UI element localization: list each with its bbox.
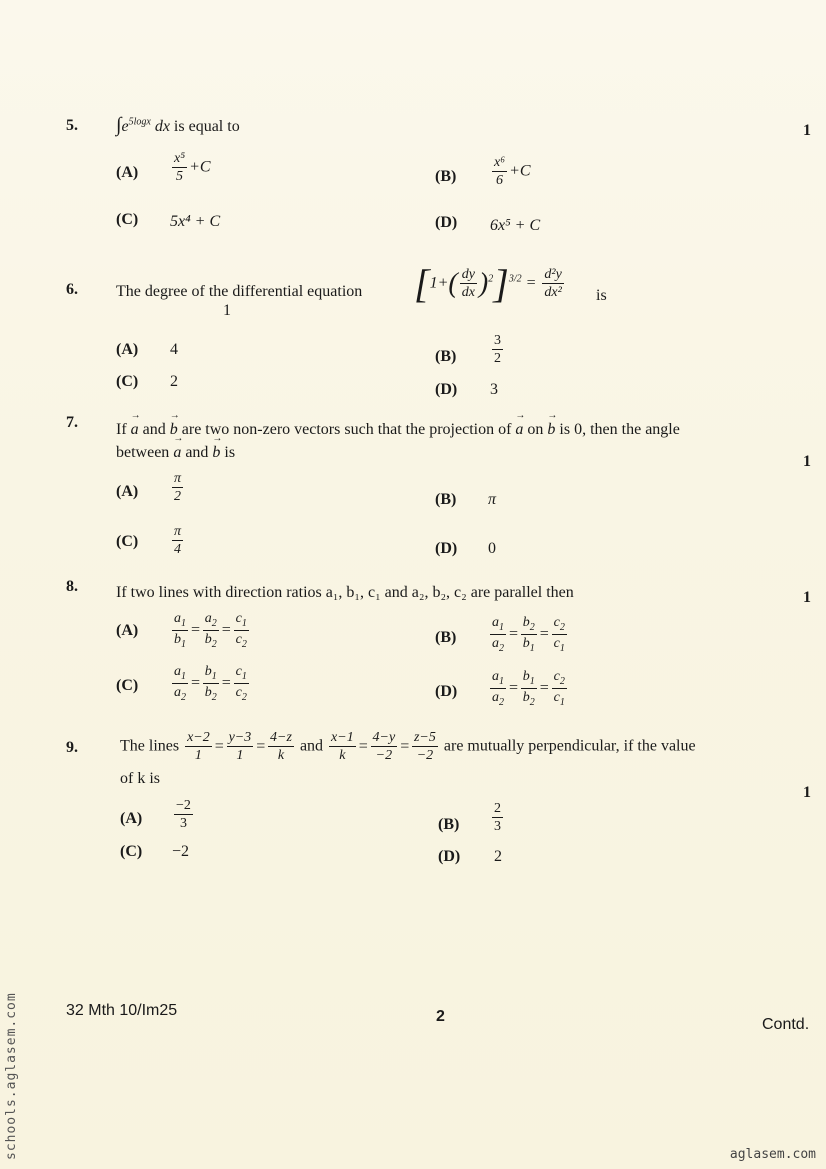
q5-option-a-label: (A)	[116, 164, 139, 181]
q7-option-d-label: (D)	[435, 540, 458, 557]
q7-t4: on	[527, 421, 544, 438]
question-7-line-2	[116, 444, 235, 462]
q9-option-b-label: (B)	[438, 816, 460, 833]
vector-b: → b	[170, 421, 178, 439]
q7-option-d-value: 0	[488, 540, 496, 557]
q9-a-num: −2	[176, 798, 191, 813]
question-9-mark: 1	[803, 784, 811, 801]
q9-b-num: 2	[494, 801, 501, 816]
q9-option-d-value: 2	[494, 848, 502, 865]
q5-option-b-value	[490, 156, 531, 188]
q6-option-a-label: (A)	[116, 341, 139, 358]
q6-b-num: 3	[494, 333, 501, 348]
q7-a-den: 2	[174, 489, 181, 504]
q8-option-d-value: $\frac{a_1}{a_2}$ = $\frac{b_1}{b_2}$ = $\frac{c_2}{c_1}$	[492, 669, 565, 708]
q8-option-a-label: (A)	[116, 622, 139, 639]
q8-option-a-value: $\frac{a_1}{b_1}$ = $\frac{a_2}{b_2}$ = $\frac{c_1}{c_2}$	[174, 611, 247, 650]
question-9-line-2: of k is	[120, 770, 160, 787]
question-8-mark: 1	[803, 589, 811, 606]
q7-option-b-value: π	[488, 491, 497, 508]
vector-a: → a	[131, 421, 139, 439]
q9-option-a-value	[172, 799, 195, 831]
q6-option-d-label: (D)	[435, 381, 458, 398]
question-5-number: 5.	[66, 117, 78, 134]
q6-option-c-label: (C)	[116, 373, 139, 390]
question-9-line-1: The lines $\frac{x-2}{1}$ = $\frac{y-3}{1}$ = $\frac{4-z}{k}$ and $\frac{x-1}{k}$ = $\frac{4-y}{-2}$ = $\frac{z-5}{-2}$ are mutually perpendicular, if the value	[120, 730, 696, 763]
q8-option-c-label: (C)	[116, 677, 139, 694]
q9-t3: are mutually perpendicular, if the value	[443, 737, 696, 755]
q5-option-d-value: 6x⁵ + C	[490, 217, 541, 234]
question-8-number: 8.	[66, 578, 78, 595]
q8-option-b-value: $\frac{a_1}{a_2}$ = $\frac{b_2}{b_1}$ = $\frac{c_2}{c_1}$	[492, 615, 565, 654]
q7-t5: is 0, then the angle	[559, 421, 680, 438]
question-6-below-mark: 1	[223, 302, 231, 319]
paper-code: 32 Mth 10/Im25	[66, 1002, 178, 1019]
q5-a-den: 5	[176, 169, 184, 184]
question-6-number: 6.	[66, 281, 78, 298]
vector-a: → a	[173, 444, 181, 462]
q9-option-b-value	[490, 802, 505, 834]
q9-t2: and	[299, 737, 324, 755]
page-number: 2	[436, 1008, 445, 1025]
q7-a-num: π	[174, 471, 182, 486]
question-5-mark: 1	[803, 122, 811, 139]
q7-c-den: 4	[174, 542, 181, 557]
q9-option-c-value: −2	[172, 843, 190, 860]
q5-b-tail: +C	[509, 162, 531, 180]
q5-option-a-value	[170, 152, 211, 184]
q7-option-a-value	[170, 472, 185, 504]
watermark-left: schools.aglasem.com	[4, 992, 19, 1160]
q7-option-a-label: (A)	[116, 483, 139, 500]
watermark-right: aglasem.com	[729, 1147, 816, 1162]
q9-option-d-label: (D)	[438, 848, 461, 865]
q6-option-d-value: 3	[490, 381, 498, 398]
q7-c-num: π	[174, 524, 182, 539]
question-7-line-1	[116, 421, 680, 439]
q5-a-tail: +C	[189, 158, 211, 176]
continued-label: Contd.	[762, 1016, 810, 1033]
q6-option-a-value: 4	[170, 341, 178, 358]
q9-b-den: 3	[494, 819, 501, 834]
q8-option-d-label: (D)	[435, 683, 458, 700]
q6-option-b-label: (B)	[435, 348, 457, 365]
vector-a: → a	[515, 421, 523, 439]
q6-b-den: 2	[494, 351, 501, 366]
q9-option-a-label: (A)	[120, 810, 143, 827]
question-6-equation: [1+( $\frac{dy}{dx}$ )$^2$]$^{3/2}$ = $\frac{\text{d²y}}{\text{dx²}}$	[414, 261, 562, 306]
vector-b: → b	[547, 421, 555, 439]
q7-option-c-label: (C)	[116, 533, 139, 550]
question-6-tail: is	[596, 287, 607, 304]
question-5-text: $\int e^{5logx}$ dx is equal to	[116, 114, 240, 136]
question-7-mark: 1	[803, 453, 811, 470]
q9-t1: The lines	[120, 737, 180, 755]
q7-line2b: and	[185, 444, 209, 461]
q7-t3: are two non-zero vectors such that the projection of	[181, 421, 512, 438]
q6-option-c-value: 2	[170, 373, 178, 390]
q5-option-c-label: (C)	[116, 211, 139, 228]
vector-b: → b	[212, 444, 220, 462]
question-6-text: The degree of the differential equation	[116, 283, 363, 300]
q6-option-b-value	[490, 334, 505, 366]
q7-line2c: is	[224, 444, 236, 461]
q5-a-num: x⁵	[174, 151, 186, 166]
q9-a-den: 3	[179, 816, 187, 831]
q8-option-c-value: $\frac{a_1}{a_2}$ = $\frac{b_1}{b_2}$ = $\frac{c_1}{c_2}$	[174, 664, 247, 703]
question-5-phrase: is equal to	[173, 118, 240, 135]
q8-option-b-label: (B)	[435, 629, 457, 646]
q5-option-b-label: (B)	[435, 168, 457, 185]
q5-b-num: x⁶	[494, 155, 506, 170]
q5-option-d-label: (D)	[435, 214, 458, 231]
question-7-number: 7.	[66, 414, 78, 431]
q9-option-c-label: (C)	[120, 843, 143, 860]
q7-option-c-value	[170, 525, 185, 557]
q7-t1: If	[116, 421, 127, 438]
q5-b-den: 6	[496, 173, 504, 188]
q7-t2: and	[142, 421, 166, 438]
question-8-text: If two lines with direction ratios a₁, b₁, c₁ and a₂, b₂, c₂ are parallel then	[116, 584, 574, 601]
question-9-number: 9.	[66, 739, 78, 756]
q5-option-c-value: 5x⁴ + C	[170, 213, 221, 230]
q7-option-b-label: (B)	[435, 491, 457, 508]
q7-line2a: between	[116, 444, 170, 461]
